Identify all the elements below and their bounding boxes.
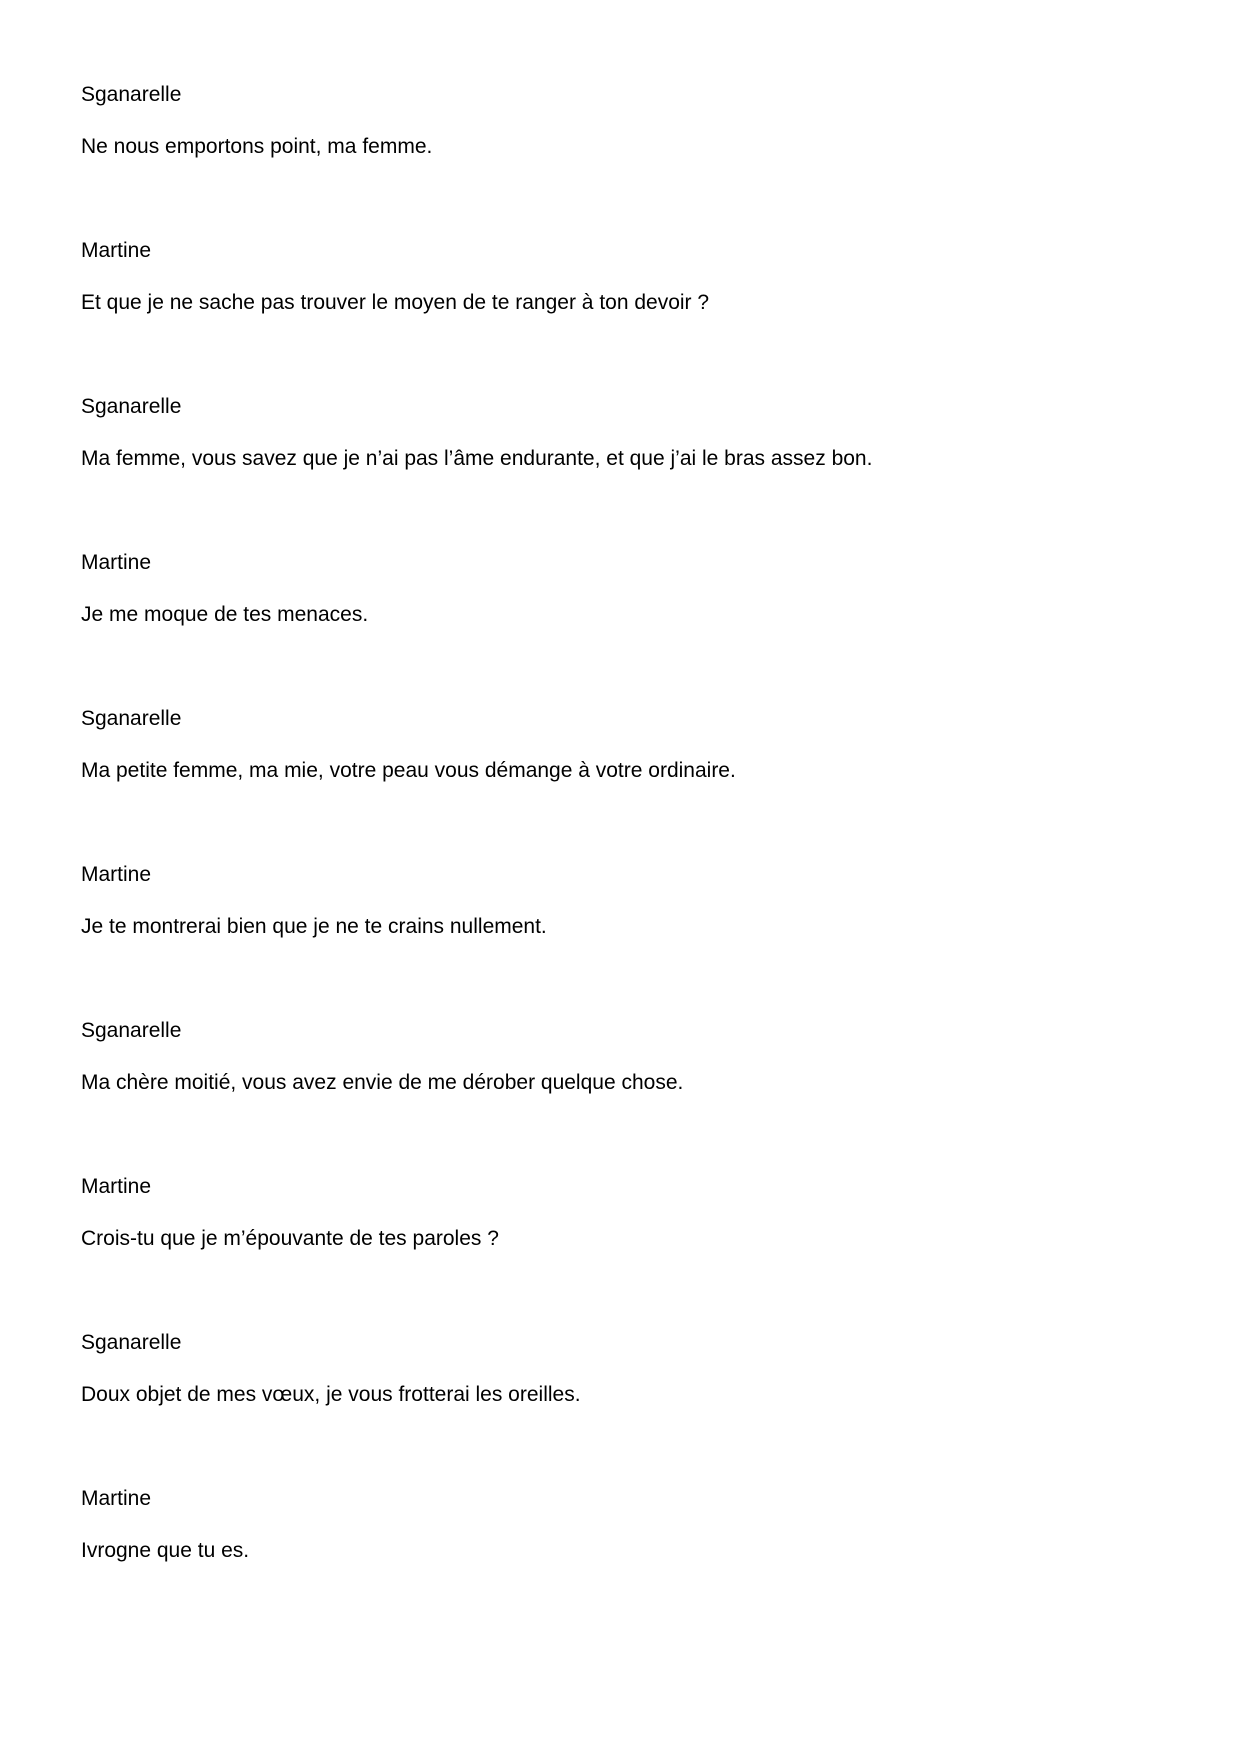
dialogue-line: Je te montrerai bien que je ne te crains nullement. xyxy=(81,915,547,938)
dialogue-line: Doux objet de mes vœux, je vous frotterai les oreilles. xyxy=(81,1383,581,1406)
speaker-name: Sganarelle xyxy=(81,707,182,730)
speaker-name: Sganarelle xyxy=(81,1331,182,1354)
dialogue-line: Ma femme, vous savez que je n’ai pas l’âme endurante, et que j’ai le bras assez bon. xyxy=(81,447,873,470)
speaker-name: Martine xyxy=(81,551,152,574)
dialogue-line: Je me moque de tes menaces. xyxy=(81,603,369,626)
dialogue-line: Ivrogne que tu es. xyxy=(81,1539,250,1562)
dialogue-line: Ma petite femme, ma mie, votre peau vous démange à votre ordinaire. xyxy=(81,759,736,782)
speaker-name: Sganarelle xyxy=(81,395,182,418)
speaker-name: Sganarelle xyxy=(81,83,182,106)
dialogue-line: Ne nous emportons point, ma femme. xyxy=(81,135,433,158)
dialogue-line: Crois-tu que je m’épouvante de tes paroles ? xyxy=(81,1227,499,1250)
speaker-name: Martine xyxy=(81,239,152,262)
speaker-name: Martine xyxy=(81,1487,152,1510)
dialogue-line: Ma chère moitié, vous avez envie de me dérober quelque chose. xyxy=(81,1071,684,1094)
speaker-name: Martine xyxy=(81,863,152,886)
dialogue-line: Et que je ne sache pas trouver le moyen de te ranger à ton devoir ? xyxy=(81,291,710,314)
speaker-name: Sganarelle xyxy=(81,1019,182,1042)
speaker-name: Martine xyxy=(81,1175,152,1198)
